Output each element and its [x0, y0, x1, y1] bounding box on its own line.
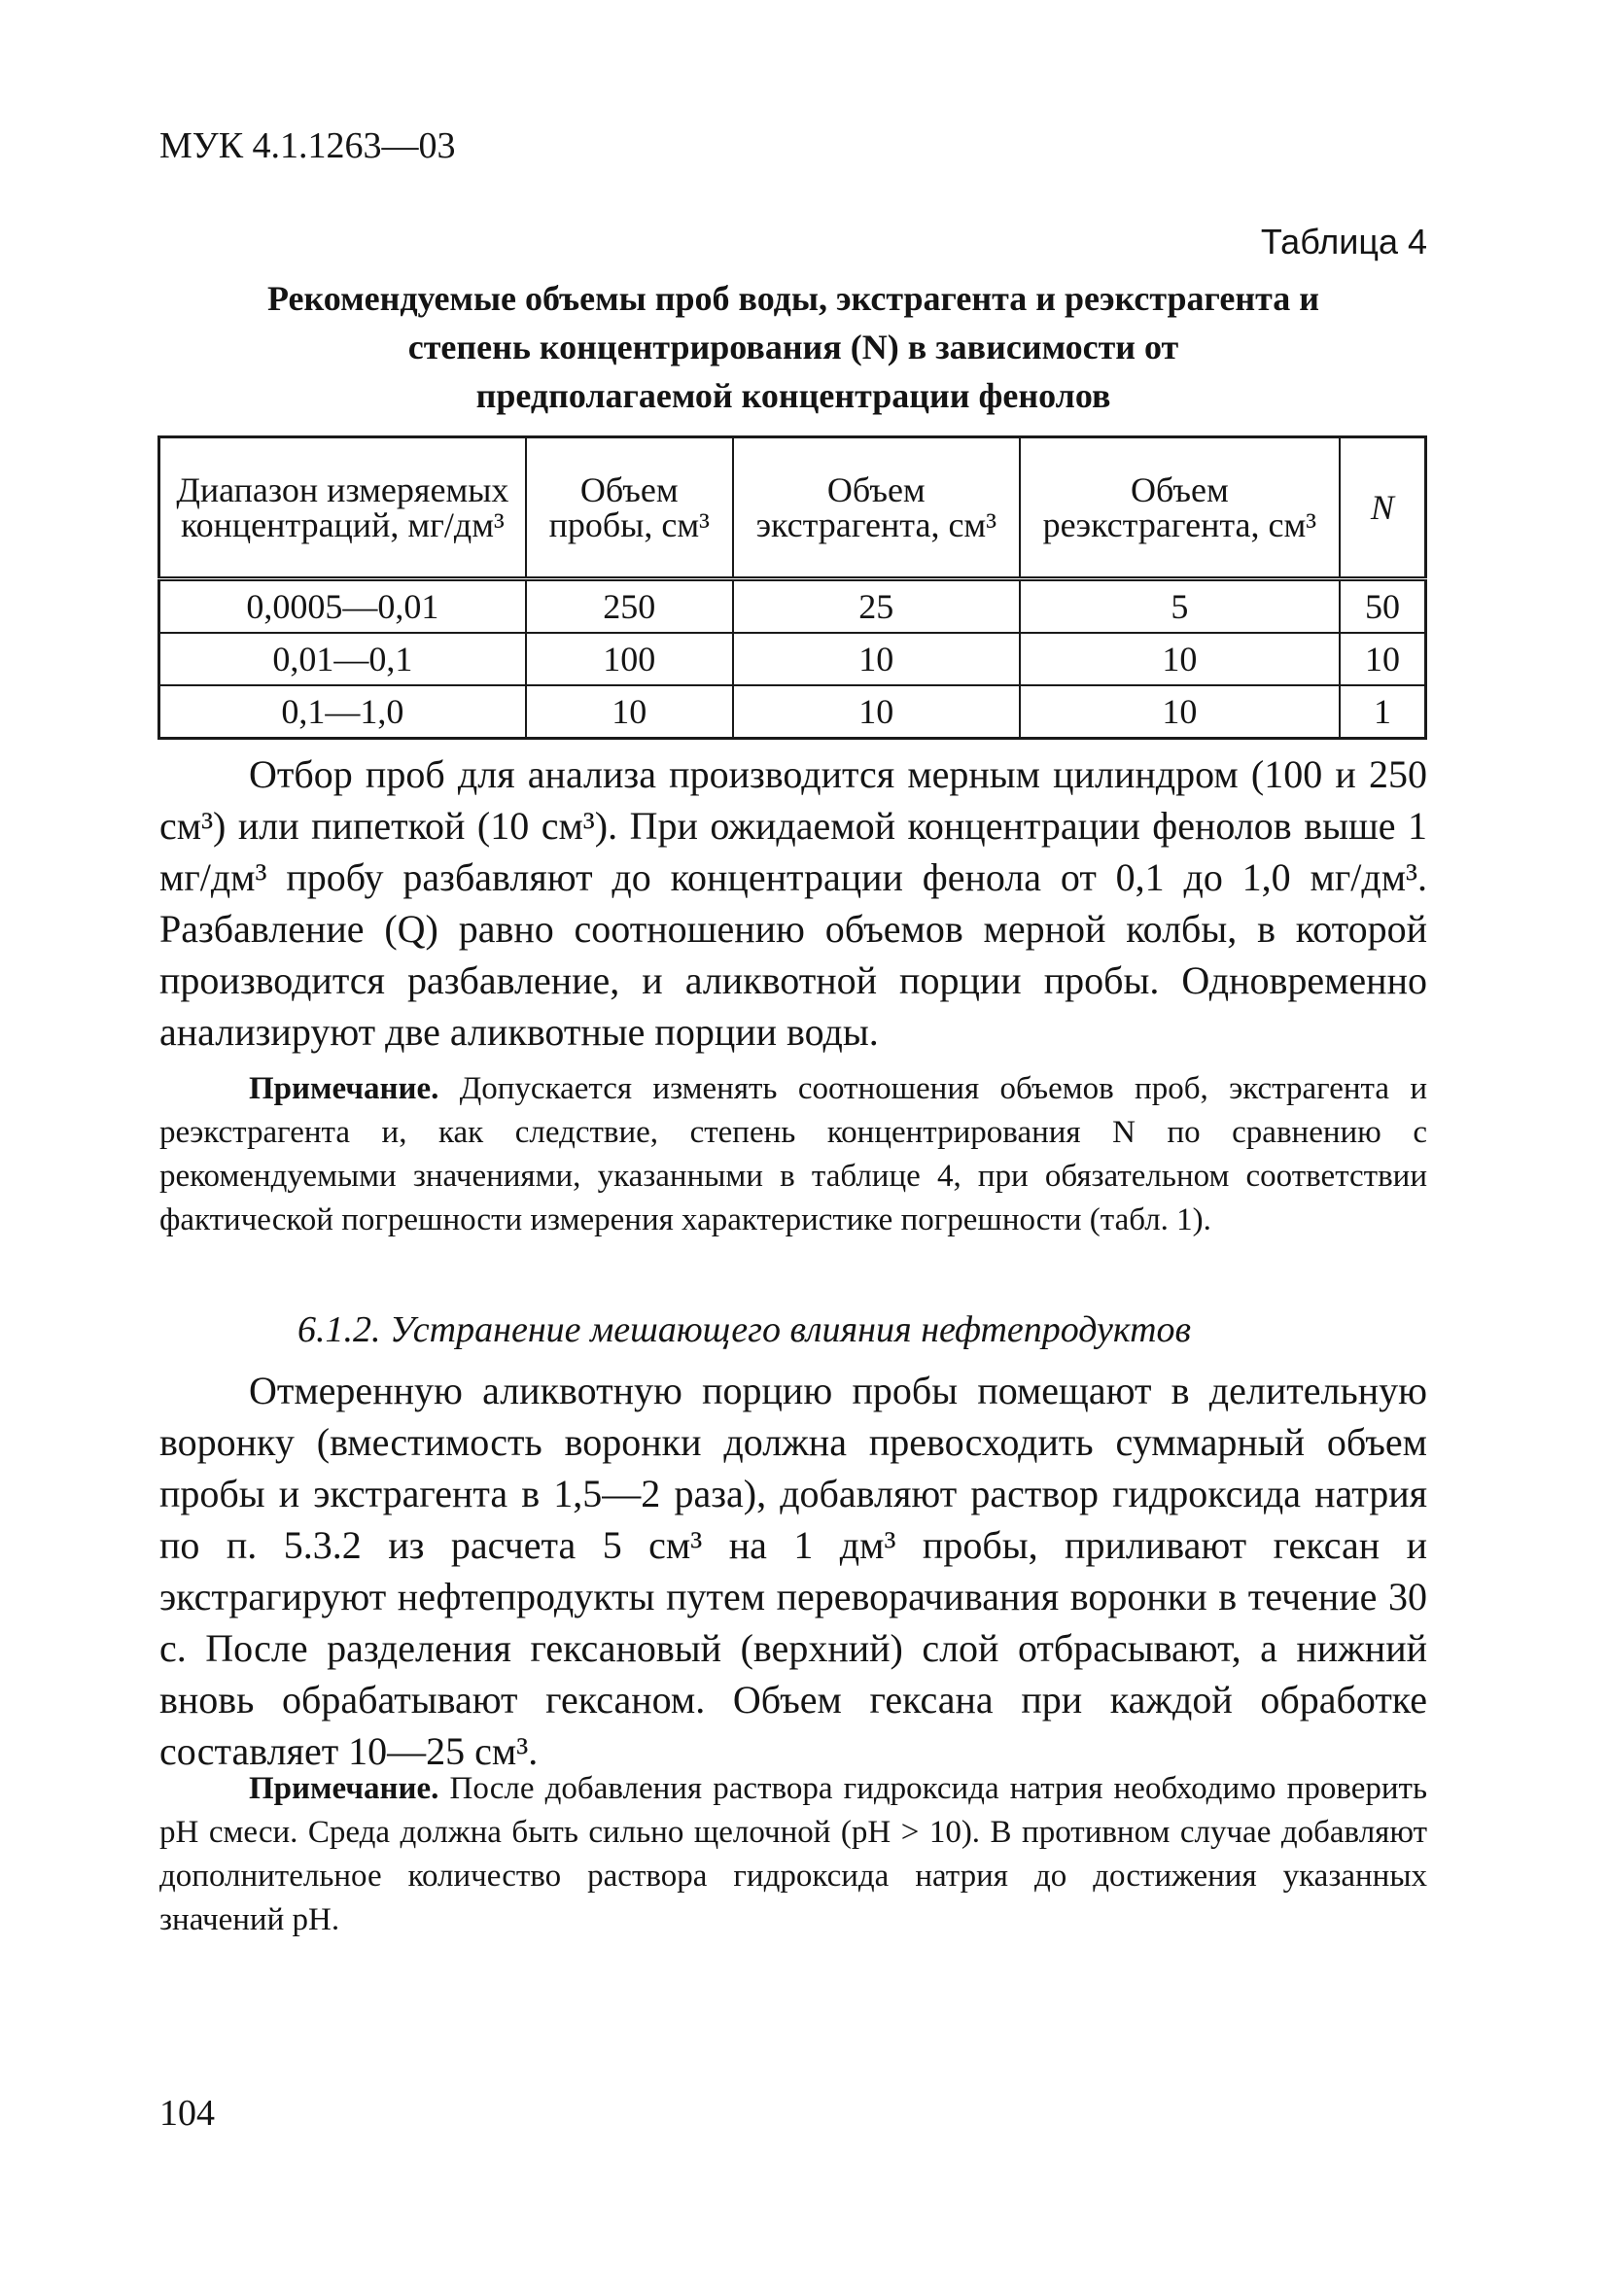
note-label: Примечание.: [249, 1071, 439, 1106]
table-row: [159, 579, 1426, 634]
note-text: После добавления раствора гидроксида натрия необходимо проверить pH смеси. Среда должна быть сильно щелочной (pH > 10). В противном случае добавляют дополнительное количество раствора гидроксида натрия до достижения указанных значений pH.: [159, 1771, 1427, 1937]
table-cell: 10: [1020, 633, 1340, 685]
page-number: 104: [159, 2093, 215, 2134]
table-cell: 10: [733, 633, 1020, 685]
concentration-table: [157, 435, 1427, 740]
paragraph-text: Отбор проб для анализа производится мерным цилиндром (100 и 250 см³) или пипеткой (10 см³). При ожидаемой концентрации фенолов выше 1 мг/дм³ пробу разбавляют до концентрации фенола от 0,1 до 1,0 мг/дм³. Разбавление (Q) равно соотношению объемов мерной колбы, в которой производится разбавление, и аликвотной порции пробы. Одновременно анализируют две аликвотные порции воды.: [159, 752, 1427, 1054]
note-text: Допускается изменять соотношения объемов проб, экстрагента и реэкстрагента и, как следствие, степень концентрирования N по сравнению с рекомендуемыми значениями, указанными в таблице 4, при обязательном соответствии фактической погрешности измерения характеристике погрешности (табл. 1).: [159, 1071, 1428, 1237]
header-range: Диапазон измеряемых концентраций, мг/дм³: [159, 437, 526, 579]
table-cell: 100: [526, 633, 733, 685]
table-row: [159, 685, 1426, 739]
section-title: 6.1.2. Устранение мешающего влияния нефтепродуктов: [297, 1309, 1192, 1350]
table-caption: [159, 274, 1427, 420]
table-cell: 0,01—0,1: [159, 633, 526, 685]
table-number: Таблица 4: [1260, 222, 1427, 261]
header-n: N: [1340, 437, 1426, 579]
note-label: Примечание.: [249, 1771, 439, 1806]
table-cell: 250: [526, 579, 733, 634]
header-sample-volume: Объем пробы, см³: [526, 437, 733, 579]
header-extractant-volume: Объем экстрагента, см³: [733, 437, 1020, 579]
table-cell: 1: [1340, 685, 1426, 739]
table-row: [159, 633, 1426, 685]
note-1: [159, 1067, 1427, 1242]
table-header-row: [159, 437, 1426, 579]
note-paragraph: [159, 1067, 1427, 1242]
paragraph-sampling: [159, 748, 1427, 1058]
table-cell: 10: [733, 685, 1020, 739]
table-cell: 10: [526, 685, 733, 739]
caption-line: степень концентрирования (N) в зависимости от: [407, 328, 1179, 366]
table-cell: 25: [733, 579, 1020, 634]
table-cell: 5: [1020, 579, 1340, 634]
table-cell: 10: [1340, 633, 1426, 685]
table-cell: 10: [1020, 685, 1340, 739]
header-reextractant-volume: Объем реэкстрагента, см³: [1020, 437, 1340, 579]
document-header: МУК 4.1.1263—03: [159, 125, 456, 166]
paragraph-oil-removal: [159, 1365, 1427, 1777]
table-cell: 50: [1340, 579, 1426, 634]
table-cell: 0,1—1,0: [159, 685, 526, 739]
table-cell: 0,0005—0,01: [159, 579, 526, 634]
paragraph-text: Отмеренную аликвотную порцию пробы помещают в делительную воронку (вместимость воронки должна превосходить суммарный объем пробы и экстрагента в 1,5—2 раза), добавляют раствор гидроксида натрия по п. 5.3.2 из расчета 5 см³ на 1 дм³ пробы, приливают гексан и экстрагируют нефтепродукты путем переворачивания воронки в течение 30 с. После разделения гексановый (верхний) слой отбрасывают, а нижний вновь обрабатывают гексаном. Объем гексана при каждой обработке составляет 10—25 см³.: [159, 1369, 1427, 1773]
note-paragraph: [159, 1767, 1427, 1942]
caption-line: предполагаемой концентрации фенолов: [475, 376, 1111, 415]
caption-line: Рекомендуемые объемы проб воды, экстрагента и реэкстрагента и: [267, 279, 1319, 318]
note-2: [159, 1767, 1427, 1942]
